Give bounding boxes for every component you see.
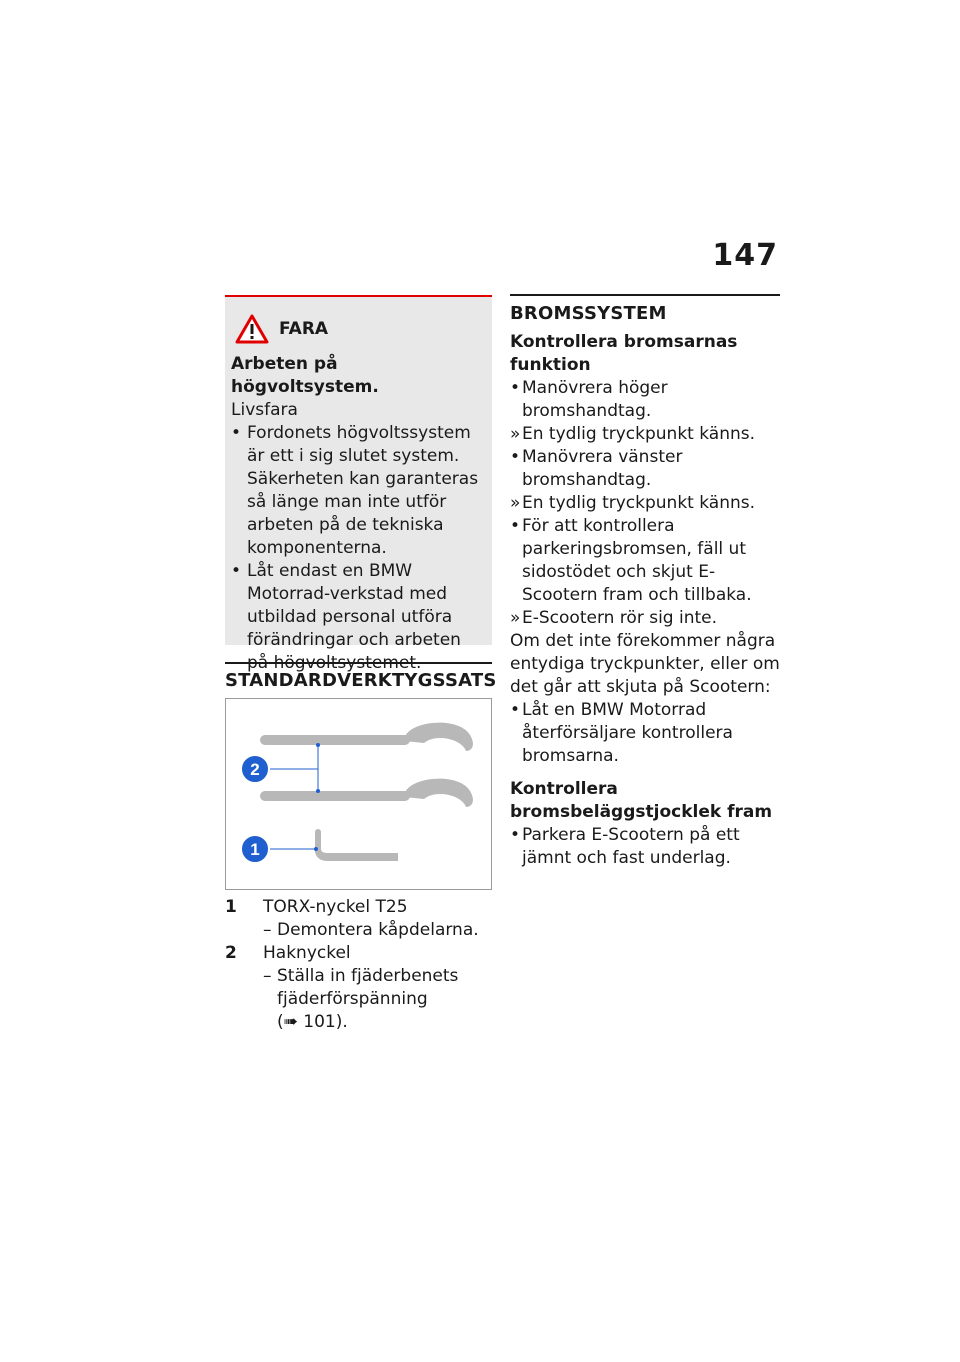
step-action: • Parkera E-Scootern på ett jämnt och fast underlag. — [510, 824, 780, 870]
brakes-section — [510, 294, 780, 870]
legend-number: 2 — [225, 943, 237, 963]
warning-title: Arbeten på högvoltsystem. — [231, 354, 379, 397]
warning-item: • Låt endast en BMW Motorrad-verkstad med utbildad personal utföra förändringar och arbeten på högvoltsystemet. — [231, 560, 486, 675]
legend-tool-name: Haknyckel — [263, 943, 351, 963]
callout-label: 2 — [250, 760, 260, 779]
warning-header — [235, 311, 486, 347]
function-check-title: Kontrollera bromsarnas funktion — [510, 332, 738, 375]
step-result: » En tydlig tryckpunkt känns. — [510, 492, 780, 515]
legend-row — [225, 942, 492, 1034]
legend-number: 1 — [225, 897, 237, 917]
step-action: • Låt en BMW Motorrad återförsäljare kontrollera bromsarna. — [510, 699, 780, 768]
step-result: » En tydlig tryckpunkt känns. — [510, 423, 780, 446]
toolkit-illustration — [226, 699, 491, 889]
warning-list — [231, 422, 486, 675]
warning-triangle-icon — [235, 314, 269, 344]
step-action: • För att kontrollera parkeringsbromsen, fäll ut sidostödet och skjut E-Scootern fram och tillbaka. — [510, 515, 780, 607]
pad-check-steps — [510, 824, 780, 870]
legend-row — [225, 896, 492, 942]
page-number: 147 — [712, 238, 778, 273]
page-reference-link[interactable]: (➠ 101). — [277, 1012, 348, 1032]
hook-wrench-image — [260, 779, 473, 807]
step-action: • Manövrera höger bromshandtag. — [510, 377, 780, 423]
pad-check-title: Kontrollera bromsbeläggstjocklek fram — [510, 779, 773, 822]
warning-label: FARA — [279, 319, 329, 339]
function-check-final — [510, 699, 780, 768]
legend-action: – Ställa in fjäderbenets fjäderförspänning — [263, 965, 492, 1011]
brakes-heading: BROMSSYSTEM — [510, 294, 780, 325]
toolkit-heading: STANDARDVERKTYGSSATS — [225, 662, 492, 691]
warning-subtitle: Livsfara — [231, 400, 298, 420]
toolkit-figure — [225, 698, 492, 890]
step-action: • Manövrera vänster bromshandtag. — [510, 446, 780, 492]
function-check-steps — [510, 377, 780, 630]
torx-key-image — [315, 829, 398, 861]
callout-label: 1 — [250, 840, 260, 859]
function-check-note: Om det inte förekommer några entydiga tryckpunkter, eller om det går att skjuta på Scootern: — [510, 631, 780, 697]
legend-action: – Demontera kåpdelarna. — [263, 919, 492, 942]
toolkit-legend — [225, 896, 492, 1034]
step-result: » E-Scootern rör sig inte. — [510, 607, 780, 630]
legend-tool-name: TORX-nyckel T25 — [263, 897, 408, 917]
warning-item: • Fordonets högvoltssystem är ett i sig slutet system. Säkerheten kan garanteras så länge man inte utför arbeten på de tekniska komponenterna. — [231, 422, 486, 560]
hook-wrench-image — [260, 723, 473, 751]
danger-warning-box — [225, 295, 492, 673]
